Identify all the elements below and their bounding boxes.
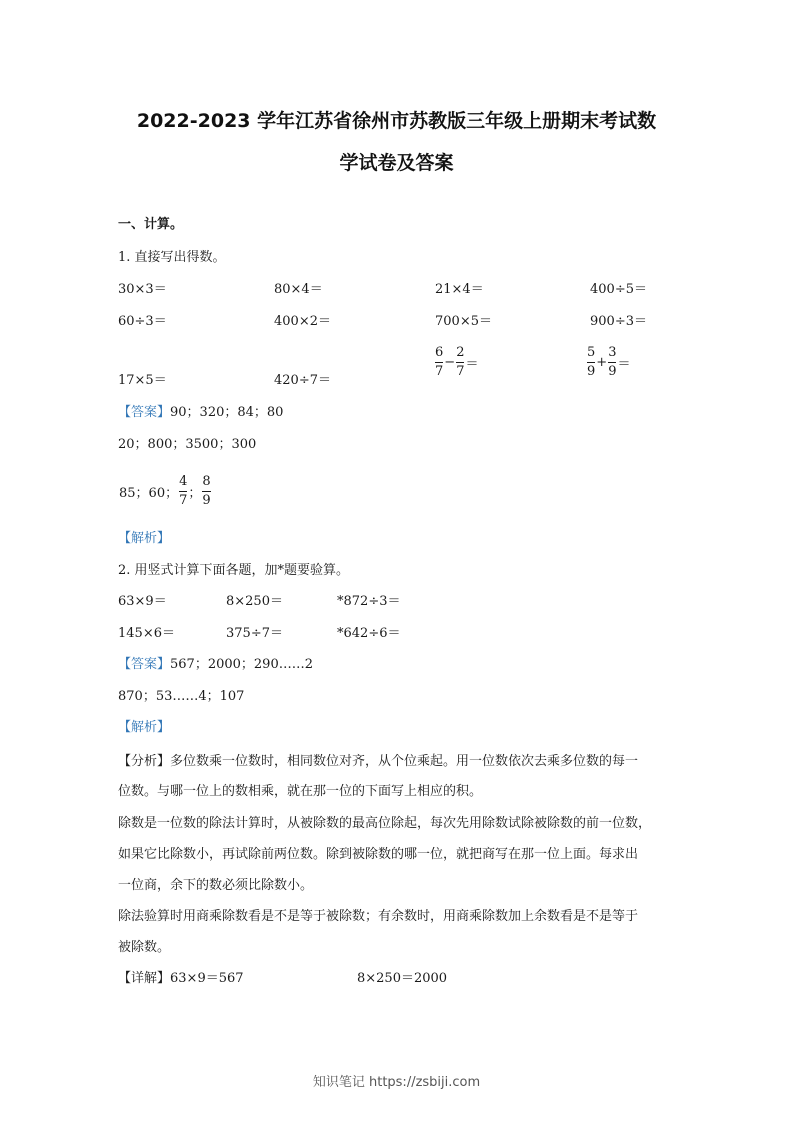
numerator: 6: [435, 345, 444, 360]
separator: ；: [188, 486, 202, 501]
q2-item: *642÷6＝: [337, 626, 401, 641]
division-rule-line: 除数是一位数的除法计算时，从被除数的最高位除起，每次先用除数试除被除数的前一位数，: [118, 816, 652, 831]
q2-item: 375÷7＝: [226, 626, 283, 641]
answer-line: [118, 405, 283, 421]
numerator: 2: [456, 345, 465, 360]
footer-watermark: 知识笔记 https://zsbiji.com: [312, 1075, 481, 1090]
detail-tag: 【详解】: [118, 971, 171, 986]
operator: +: [596, 355, 608, 370]
denominator: 7: [435, 364, 444, 379]
q1-item: 60÷3＝: [118, 314, 167, 329]
fenxi-line: 位数。与哪一位上的数相乘，就在那一位的下面写上相应的积。: [118, 784, 483, 799]
denominator: 7: [456, 364, 465, 379]
q1-item: 30×3＝: [118, 282, 167, 297]
equals-sign: ＝: [465, 357, 479, 372]
q1-item: 400×2＝: [274, 314, 331, 329]
fraction-expression: [587, 346, 631, 379]
q1-item: 80×4＝: [274, 282, 323, 297]
q1-item: 17×5＝: [118, 373, 167, 388]
check-rule-line: 除法验算时用商乘除数看是不是等于被除数；有余数时，用商乘除数加上余数看是不是等于: [118, 909, 639, 924]
fenxi-line: [118, 750, 638, 769]
answer-line: 870；53……4；107: [118, 689, 245, 704]
numerator: 8: [202, 474, 211, 489]
page-title-line2: 学试卷及答案: [339, 152, 454, 174]
denominator: 9: [202, 493, 211, 508]
question-2-prompt: 2. 用竖式计算下面各题，加*题要验算。: [118, 563, 350, 578]
division-rule-line: 一位商，余下的数必须比除数小。: [118, 878, 314, 893]
q2-item: 8×250＝: [226, 594, 283, 609]
answer-tag: 【答案】: [118, 405, 171, 420]
q1-item: 420÷7＝: [274, 373, 331, 388]
fraction: [202, 475, 210, 508]
q2-item: 145×6＝: [118, 626, 175, 641]
q1-item: 21×4＝: [435, 282, 484, 297]
answer-line: 20；800；3500；300: [118, 437, 257, 452]
q1-item: 900÷3＝: [590, 314, 647, 329]
detail-line: [118, 967, 244, 986]
q1-item: 400÷5＝: [590, 282, 647, 297]
answer-tag: 【答案】: [118, 657, 171, 672]
division-rule-line: 如果它比除数小，再试除前两位数。除到被除数的哪一位，就把商写在那一位上面。每求出: [118, 847, 639, 862]
fenxi-text: 多位数乘一位数时，相同数位对齐，从个位乘起。用一位数依次去乘多位数的每一: [170, 754, 639, 769]
detail-text: 63×9＝567: [170, 971, 244, 986]
analysis-tag: 【解析】: [118, 531, 171, 546]
section-heading: 一、计算。: [118, 217, 184, 232]
check-rule-line: 被除数。: [118, 940, 171, 955]
answer-line: [118, 657, 313, 673]
fraction-expression: [435, 346, 479, 379]
answer-text: 90；320；84；80: [170, 405, 284, 420]
q2-item: *872÷3＝: [337, 594, 401, 609]
operator: −: [444, 355, 456, 370]
fenxi-tag: 【分析】: [118, 754, 171, 769]
answer-text: 567；2000；290……2: [170, 657, 313, 672]
numerator: 4: [179, 474, 188, 489]
denominator: 9: [608, 364, 617, 379]
q1-item: 700×5＝: [435, 314, 492, 329]
numerator: 5: [587, 345, 596, 360]
denominator: 9: [587, 364, 596, 379]
detail-text: 8×250＝2000: [357, 971, 448, 986]
analysis-tag: 【解析】: [118, 720, 171, 735]
question-1-prompt: 1. 直接写出得数。: [118, 250, 226, 265]
denominator: 7: [179, 493, 188, 508]
numerator: 3: [608, 345, 617, 360]
q2-item: 63×9＝: [118, 594, 167, 609]
answer-text: 85；60；: [119, 486, 179, 501]
answer-line: [118, 475, 211, 508]
equals-sign: ＝: [617, 357, 631, 372]
page-title-line1: 2022-2023 学年江苏省徐州市苏教版三年级上册期末考试数: [136, 110, 657, 132]
